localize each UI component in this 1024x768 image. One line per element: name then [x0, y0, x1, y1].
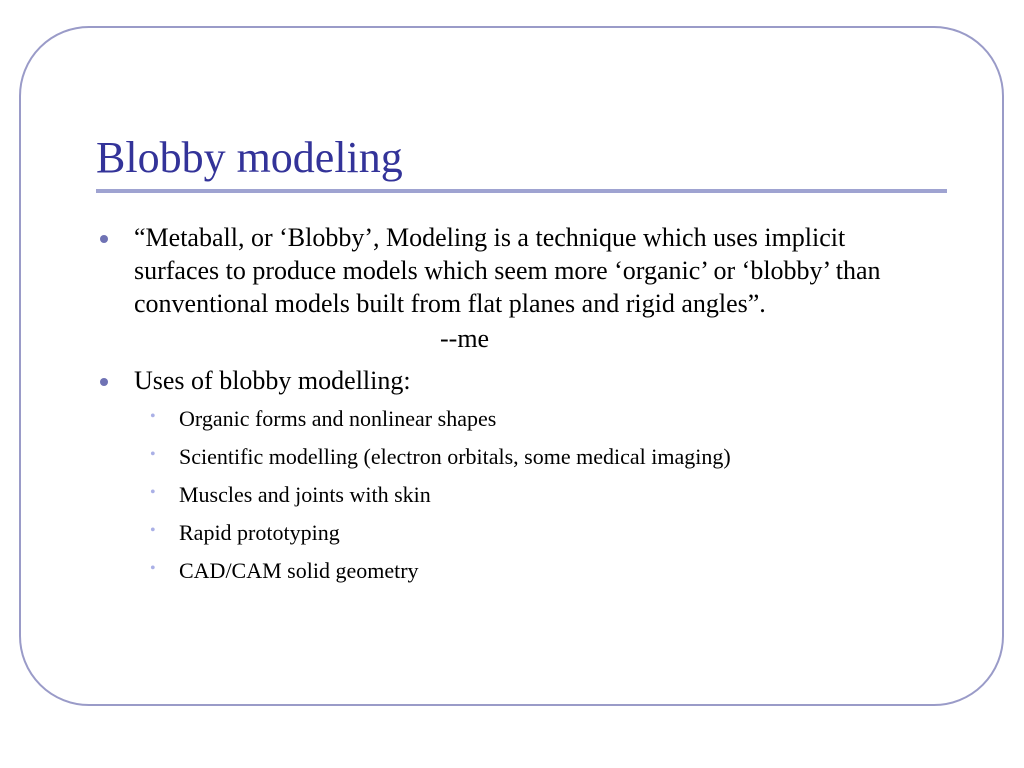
- list-item: [96, 558, 956, 584]
- sub-item-text: Muscles and joints with skin: [179, 482, 431, 507]
- sub-bullet-icon: •: [150, 484, 156, 501]
- slide-body: [96, 221, 956, 596]
- sub-item-text: Organic forms and nonlinear shapes: [179, 406, 497, 431]
- title-underline: [96, 189, 947, 193]
- sub-bullet-icon: •: [150, 560, 156, 577]
- bullet-dot-icon: [100, 235, 108, 243]
- list-item: [96, 444, 956, 470]
- sub-item-text: Rapid prototyping: [179, 520, 340, 545]
- list-item: [96, 482, 956, 508]
- sub-bullet-icon: •: [150, 446, 156, 463]
- sub-item-text: Scientific modelling (electron orbitals, some medical imaging): [179, 444, 731, 469]
- uses-heading: Uses of blobby modelling:: [134, 366, 411, 395]
- sub-item-text: CAD/CAM solid geometry: [179, 558, 419, 583]
- bullet-quote: [96, 221, 956, 355]
- bullet-uses: [96, 364, 956, 397]
- uses-sublist: [96, 406, 956, 584]
- list-item: [96, 406, 956, 432]
- quote-attribution: --me: [440, 324, 490, 353]
- list-item: [96, 520, 956, 546]
- sub-bullet-icon: •: [150, 522, 156, 539]
- slide-title: Blobby modeling: [96, 133, 403, 182]
- quote-text: “Metaball, or ‘Blobby’, Modeling is a technique which uses implicit surfaces to produce models which seem more ‘organic’ or ‘blobby’ than conventional models built from flat planes and rigid angles”.: [134, 223, 881, 318]
- sub-bullet-icon: •: [150, 408, 156, 425]
- bullet-dot-icon: [100, 378, 108, 386]
